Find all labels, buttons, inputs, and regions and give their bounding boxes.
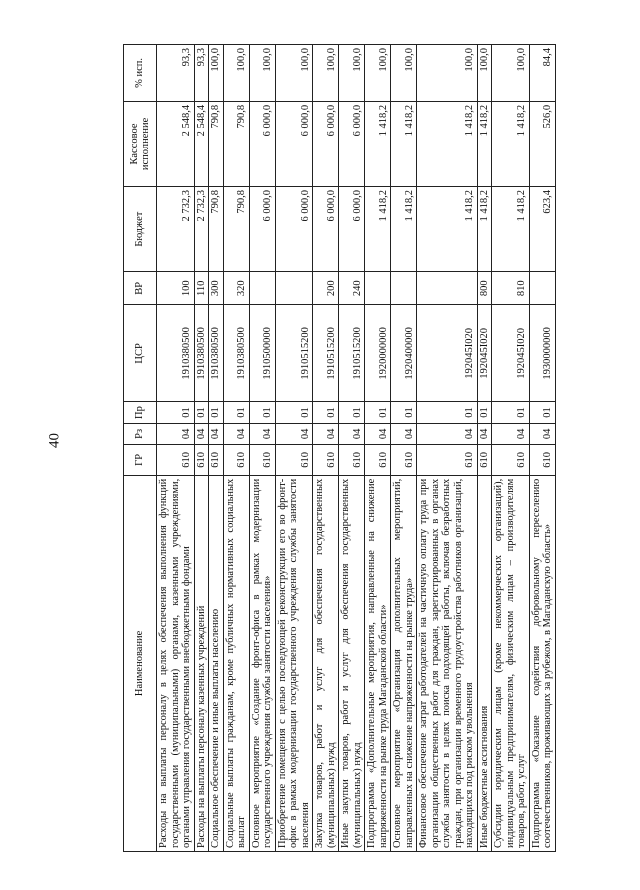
- row-name: Субсидии юридическим лицам (кроме некоммерческих организаций), индивидуальным предпринимателям, физическим лицам – производителям товаров, работ, услуг: [492, 475, 530, 851]
- row-vr: [249, 272, 275, 305]
- row-rz: 04: [194, 423, 209, 444]
- header-csr: ЦСР: [124, 305, 157, 402]
- row-vr: 100: [157, 272, 195, 305]
- row-csr: 1910380500: [157, 305, 195, 402]
- row-pct: 93,3: [157, 45, 195, 102]
- row-name: Расходы на выплаты персоналу в целях обеспечения выполнения функций государственными (муниципальными) органами, казенными учреждениями, органами управления государственными внебюджетными фондами: [157, 475, 195, 851]
- row-name: Основное мероприятие «Создание фронт-офиса в рамках модернизации государственного учреждения службы занятости населения»: [249, 475, 275, 851]
- row-cash: 790,8: [223, 101, 249, 186]
- row-vr: 810: [492, 272, 530, 305]
- row-cash: 1 418,2: [477, 101, 492, 186]
- row-budget: 790,8: [223, 187, 249, 272]
- row-csr: 192045I020: [417, 305, 478, 402]
- row-pct: 100,0: [477, 45, 492, 102]
- row-vr: 800: [477, 272, 492, 305]
- row-name: Иные закупки товаров, работ и услуг для обеспечения государственных (муниципальных) нужд: [339, 475, 365, 851]
- row-pct: 93,3: [194, 45, 209, 102]
- row-pr: 01: [492, 402, 530, 423]
- table-row: [365, 45, 391, 852]
- row-pct: 84,4: [529, 45, 555, 102]
- row-gr: 610: [492, 444, 530, 475]
- row-budget: 6 000,0: [275, 187, 313, 272]
- row-pr: 01: [313, 402, 339, 423]
- header-name: Наименование: [124, 475, 157, 851]
- row-cash: 6 000,0: [275, 101, 313, 186]
- row-name: Финансовое обеспечение затрат работодателей на частичную оплату труда при организации общественных работ для граждан, зарегистрированных в органах службы занятости в целях поиска подходящей работы, включая безработных граждан, при организации временного трудоустройства работников организаций, находящихся под риском увольнения: [417, 475, 478, 851]
- row-cash: 1 418,2: [417, 101, 478, 186]
- row-pr: 01: [391, 402, 417, 423]
- row-gr: 610: [313, 444, 339, 475]
- row-rz: 04: [313, 423, 339, 444]
- budget-execution-table: [123, 44, 556, 852]
- row-csr: 1930000000: [529, 305, 555, 402]
- row-csr: 1910515200: [339, 305, 365, 402]
- row-csr: 1910515200: [275, 305, 313, 402]
- row-rz: 04: [275, 423, 313, 444]
- row-budget: 6 000,0: [313, 187, 339, 272]
- row-gr: 610: [477, 444, 492, 475]
- row-rz: 04: [157, 423, 195, 444]
- row-pct: 100,0: [275, 45, 313, 102]
- row-pct: 100,0: [417, 45, 478, 102]
- row-vr: 300: [209, 272, 224, 305]
- row-pct: 100,0: [391, 45, 417, 102]
- row-budget: 2 732,3: [194, 187, 209, 272]
- row-gr: 610: [339, 444, 365, 475]
- row-pr: 01: [365, 402, 391, 423]
- row-name: Подпрограмма «Оказание содействия добровольному переселению соотечественников, проживающих за рубежом, в Магаданскую область»: [529, 475, 555, 851]
- table-row: [209, 45, 224, 852]
- table-row: [275, 45, 313, 852]
- row-csr: 192045I020: [477, 305, 492, 402]
- row-budget: 6 000,0: [339, 187, 365, 272]
- row-gr: 610: [365, 444, 391, 475]
- row-pr: 01: [339, 402, 365, 423]
- row-vr: 200: [313, 272, 339, 305]
- row-csr: 1910380500: [194, 305, 209, 402]
- row-gr: 610: [157, 444, 195, 475]
- row-name: Подпрограмма «Дополнительные мероприятия, направленные на снижение напряженности на рынке труда Магаданской области»: [365, 475, 391, 851]
- row-csr: 192045I020: [492, 305, 530, 402]
- row-pct: 100,0: [249, 45, 275, 102]
- row-budget: 1 418,2: [391, 187, 417, 272]
- table-body: [157, 45, 556, 852]
- row-budget: 2 732,3: [157, 187, 195, 272]
- header-pct: % исп.: [124, 45, 157, 102]
- row-vr: [365, 272, 391, 305]
- row-pr: 01: [157, 402, 195, 423]
- row-vr: [391, 272, 417, 305]
- row-pct: 100,0: [313, 45, 339, 102]
- table-row: [492, 45, 530, 852]
- row-cash: 6 000,0: [249, 101, 275, 186]
- row-gr: 610: [194, 444, 209, 475]
- row-rz: 04: [365, 423, 391, 444]
- row-csr: 1910380500: [209, 305, 224, 402]
- table-row: [529, 45, 555, 852]
- row-gr: 610: [529, 444, 555, 475]
- row-csr: 1920000000: [365, 305, 391, 402]
- row-name: Расходы на выплаты персоналу казенных учреждений: [194, 475, 209, 851]
- row-name: Социальные выплаты гражданам, кроме публичных нормативных социальных выплат: [223, 475, 249, 851]
- row-cash: 1 418,2: [492, 101, 530, 186]
- header-gr: ГР: [124, 444, 157, 475]
- row-rz: 04: [529, 423, 555, 444]
- row-cash: 2 548,4: [194, 101, 209, 186]
- row-pct: 100,0: [365, 45, 391, 102]
- row-name: Закупка товаров, работ и услуг для обеспечения государственных (муниципальных) нужд: [313, 475, 339, 851]
- row-gr: 610: [417, 444, 478, 475]
- row-budget: 6 000,0: [249, 187, 275, 272]
- row-pr: 01: [529, 402, 555, 423]
- row-cash: 1 418,2: [391, 101, 417, 186]
- table-row: [417, 45, 478, 852]
- header-rz: Рз: [124, 423, 157, 444]
- header-budget: Бюджет: [124, 187, 157, 272]
- row-gr: 610: [249, 444, 275, 475]
- row-csr: 1910380500: [223, 305, 249, 402]
- table-row: [339, 45, 365, 852]
- row-rz: 04: [391, 423, 417, 444]
- row-pr: 01: [417, 402, 478, 423]
- row-vr: [529, 272, 555, 305]
- table-row: [194, 45, 209, 852]
- row-gr: 610: [223, 444, 249, 475]
- row-name: Социальное обеспечение и иные выплаты населению: [209, 475, 224, 851]
- row-name: Иные бюджетные ассигнования: [477, 475, 492, 851]
- table-header-row: [124, 45, 157, 852]
- row-pct: 100,0: [209, 45, 224, 102]
- row-vr: 110: [194, 272, 209, 305]
- row-name: Приобретение помещения с целью последующей реконструкции его во фронт-офис в рамках модернизации государственного учреждения службы занятости населения: [275, 475, 313, 851]
- row-pr: 01: [275, 402, 313, 423]
- page-number: 40: [46, 433, 63, 448]
- row-pr: 01: [477, 402, 492, 423]
- row-budget: 790,8: [209, 187, 224, 272]
- row-rz: 04: [417, 423, 478, 444]
- row-gr: 610: [391, 444, 417, 475]
- row-budget: 1 418,2: [477, 187, 492, 272]
- row-pct: 100,0: [339, 45, 365, 102]
- row-gr: 610: [209, 444, 224, 475]
- rotated-page-content: [123, 44, 590, 852]
- row-csr: 1920400000: [391, 305, 417, 402]
- row-pct: 100,0: [492, 45, 530, 102]
- table-row: [477, 45, 492, 852]
- row-vr: [417, 272, 478, 305]
- row-rz: 04: [477, 423, 492, 444]
- header-vr: ВР: [124, 272, 157, 305]
- table-row: [391, 45, 417, 852]
- row-budget: 623,4: [529, 187, 555, 272]
- header-pr: Пр: [124, 402, 157, 423]
- row-csr: 1910500000: [249, 305, 275, 402]
- row-rz: 04: [492, 423, 530, 444]
- row-vr: 240: [339, 272, 365, 305]
- row-cash: 6 000,0: [339, 101, 365, 186]
- row-budget: 1 418,2: [492, 187, 530, 272]
- row-pr: 01: [223, 402, 249, 423]
- row-vr: [275, 272, 313, 305]
- table-row: [313, 45, 339, 852]
- row-cash: 790,8: [209, 101, 224, 186]
- row-cash: 6 000,0: [313, 101, 339, 186]
- row-pr: 01: [249, 402, 275, 423]
- row-budget: 1 418,2: [365, 187, 391, 272]
- row-rz: 04: [223, 423, 249, 444]
- row-vr: 320: [223, 272, 249, 305]
- row-cash: 2 548,4: [157, 101, 195, 186]
- row-csr: 1910515200: [313, 305, 339, 402]
- row-cash: 526,0: [529, 101, 555, 186]
- header-cash: Кассовое исполнение: [124, 101, 157, 186]
- row-cash: 1 418,2: [365, 101, 391, 186]
- row-pct: 100,0: [223, 45, 249, 102]
- table-row: [157, 45, 195, 852]
- row-gr: 610: [275, 444, 313, 475]
- row-budget: 1 418,2: [417, 187, 478, 272]
- row-pr: 01: [209, 402, 224, 423]
- row-pr: 01: [194, 402, 209, 423]
- row-name: Основное мероприятие «Организация дополнительных мероприятий, направленных на снижение напряженности на рынке труда»: [391, 475, 417, 851]
- row-rz: 04: [339, 423, 365, 444]
- table-row: [249, 45, 275, 852]
- row-rz: 04: [249, 423, 275, 444]
- row-rz: 04: [209, 423, 224, 444]
- table-row: [223, 45, 249, 852]
